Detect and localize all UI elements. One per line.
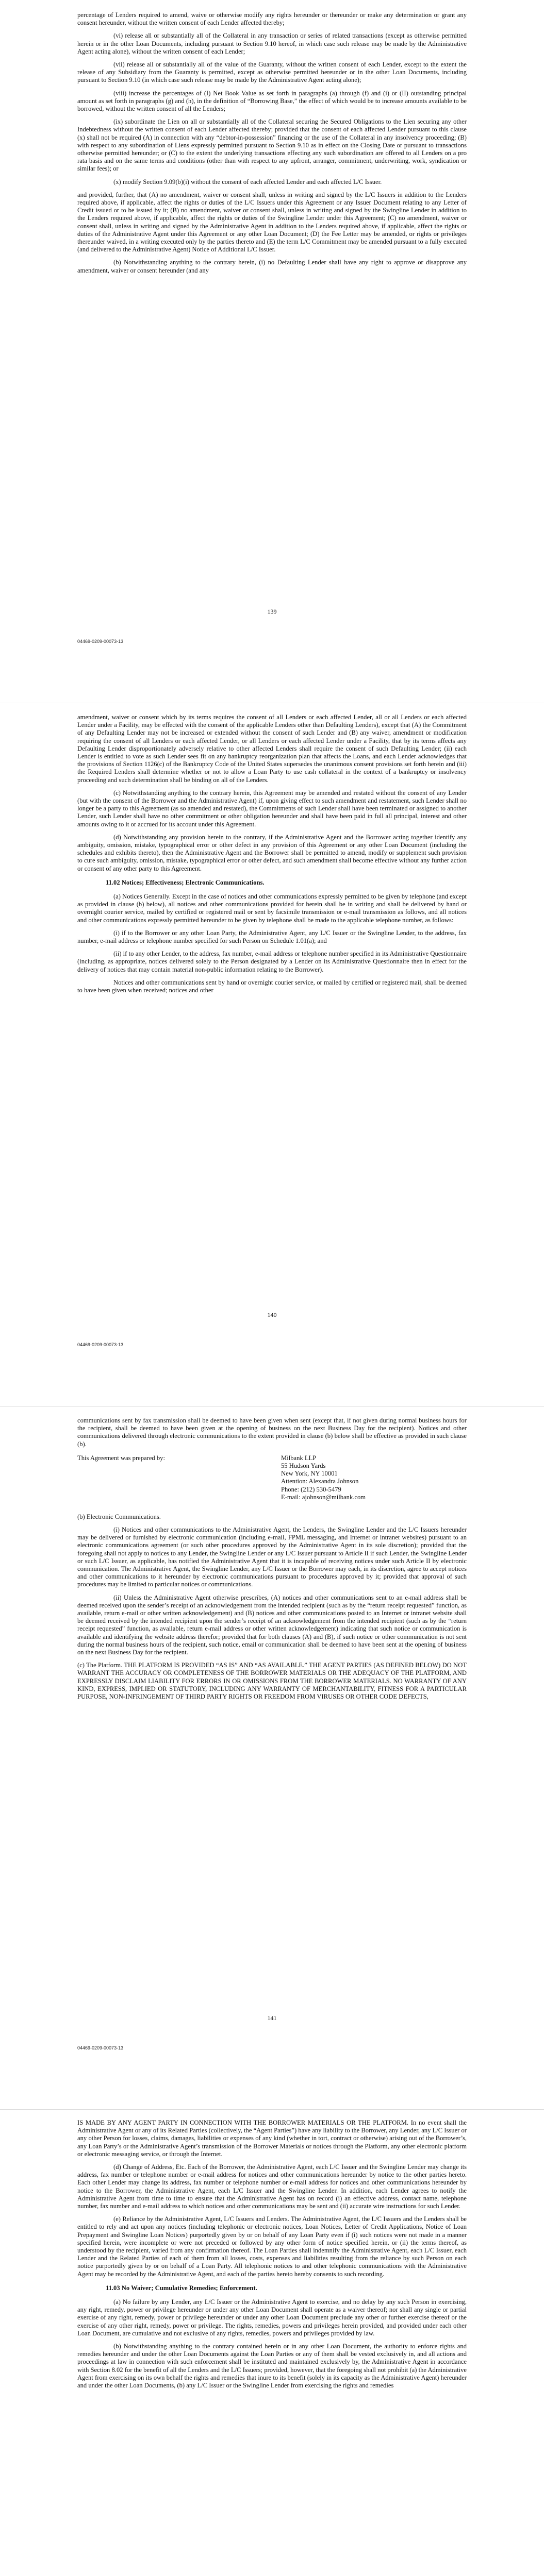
page-number: 141 [267,2014,277,2022]
page-140 [0,703,544,1406]
address-line: Milbank LLP [281,1454,317,1462]
page-number: 140 [267,1311,277,1318]
paragraph: (i) Notices and other communications to the Administrative Agent, the Lenders, the Swingline Lender and the L/C Issuers hereunder may be delivered or furnished by electronic communication (including e-mail, FPML messaging, and Internet or intranet websites) pursuant to an electronic communications agreement (or such other procedures approved by the Administrative Agent in its sole discretion); provided that the foregoing shall not apply to notices to any Lender, the Swingline Lender or any L/C Issuer pursuant to Article II if such Lender, the Swingline Lender or such L/C Issuer, as applicable, has notified the Administrative Agent that it is incapable of receiving notices under such Article II by electronic communication. The Administrative Agent, the Swingline Lender, any L/C Issuer or the Borrower may each, in its discretion, agree to accept notices and other communications to it hereunder by electronic communications pursuant to procedures approved by it; provided that approval of such procedures may be limited to particular notices or communications. [77,1526,467,1588]
paragraph: (vii) release all or substantially all of the value of the Guaranty, without the written consent of each Lender, except to the extent the release of any Subsidiary from the Guaranty is permitted, except as otherwise permitted hereunder or in the other Loan Documents, including pursuant to Section 9.10 (in which case such release may be made by the Administrative Agent acting alone); [77,61,467,84]
paragraph: (b) Notwithstanding anything to the contrary contained herein or in any other Loan Document, the authority to enforce rights and remedies hereunder and under the other Loan Documents against the Loan Parties or any of them shall be vested exclusively in, and all actions and proceedings at law in connection with such enforcement shall be instituted and maintained exclusively by, the Administrative Agent in accordance with Section 8.02 for the benefit of all the Lenders and the L/C Issuers; provided, however, that the foregoing shall not prohibit (a) the Administrative Agent from exercising on its own behalf the rights and remedies that inure to its benefit (solely in its capacity as the Administrative Agent) hereunder and under the other Loan Documents, (b) any L/C Issuer or the Swingline Lender from exercising the rights and remedies [77,2343,467,2389]
paragraph: (i) if to the Borrower or any other Loan Party, the Administrative Agent, any L/C Issuer or the Swingline Lender, to the address, fax number, e-mail address or telephone number specified for such Person on Schedule 1.01(a); and [77,929,467,945]
page-body [77,11,467,275]
paragraph: (ii) Unless the Administrative Agent otherwise prescribes, (A) notices and other communications sent to an e-mail address shall be deemed received upon the sender’s receipt of an acknowledgement from the intended recipient (such as by the “return receipt requested” function, as available, return e-mail or other written acknowledgement) and (B) notices and other communications posted to an Internet or intranet website shall be deemed received by the intended recipient upon the sender’s receipt of an acknowledgement from the intended recipient (such as by the “return receipt requested” function, as available, return e-mail address or other written acknowledgement) indicating that such notice or communication is available and identifying the website address therefor; provided that for both clauses (A) and (B), if such notice or other communication is not sent during the normal business hours of the recipient, such notice, email or communication shall be deemed to have been sent at the opening of business on the next Business Day for the recipient. [77,1594,467,1656]
paragraph: (a) Notices Generally. Except in the case of notices and other communications expressly permitted to be given by telephone (and except as provided in clause (b) below), all notices and other communications provided for herein shall be in writing and shall be delivered by hand or overnight courier service, mailed by certified or registered mail or sent by facsimile transmission or e-mail transmission as follows, and all notices and other communications expressly permitted hereunder to be given by telephone shall be made to the applicable telephone number, as follows: [77,893,467,924]
document-id: 04469-0209-00073-13 [77,2045,124,2050]
paragraph: (x) modify Section 9.09(b)(i) without the consent of each affected Lender and each affected L/C Issuer. [113,178,382,185]
paragraph: (a) No failure by any Lender, any L/C Issuer or the Administrative Agent to exercise, and no delay by any such Person in exercising, any right, remedy, power or privilege hereunder or under any other Loan Document shall operate as a waiver thereof; nor shall any single or partial exercise of any right, remedy, power or privilege hereunder or under any other Loan Document preclude any other or further exercise thereof or the exercise of any other right, remedy, power or privilege. The rights, remedies, powers and privileges herein provided, and provided under each other Loan Document, are cumulative and not exclusive of any rights, remedies, powers and privileges provided by law. [77,2298,467,2337]
address-line: 55 Hudson Yards [281,1462,326,1470]
paragraph: communications sent by fax transmission shall be deemed to have been given when sent (except that, if not given during normal business hours for the recipient, shall be deemed to have been given at the opening of business on the next Business Day for the recipient). Notices and other communications delivered through electronic communications to the extent provided in clause (b) below shall be effective as provided in such clause (b). [77,1417,467,1448]
address-line: New York, NY 10001 [281,1470,338,1478]
address-line: Attention: Alexandra Johnson [281,1478,359,1485]
paragraph: percentage of Lenders required to amend, waive or otherwise modify any rights hereunder or thereunder or make any determination or grant any consent hereunder, without the written consent of each Lender affected thereby; [77,11,467,27]
paragraph: and provided, further, that (A) no amendment, waiver or consent shall, unless in writing and signed by the L/C Issuers in addition to the Lenders required above, if applicable, affect the rights or duties of the L/C Issuers under this Agreement or any Issuer Document relating to any Letter of Credit issued or to be issued by it; (B) no amendment, waiver or consent shall, unless in writing and signed by the Swingline Lender in addition to the Lenders required above, if applicable, affect the rights or duties of the Swingline Lender under this Agreement; (C) no amendment, waiver or consent shall, unless in writing and signed by the Administrative Agent in addition to the Lenders required above, if applicable, affect the rights or duties of the Administrative Agent under this Agreement or any other Loan Document; (D) the Fee Letter may be amended, or rights or privileges thereunder waived, in a writing executed only by the parties thereto and (E) the term L/C Commitment may be amended pursuant to a fully executed (and delivered to the Administrative Agent) Notice of Additional L/C Issuer. [77,191,467,253]
address-line: E-mail: ajohnson@milbank.com [281,1493,366,1501]
page-141 [0,1406,544,2110]
paragraph: (d) Change of Address, Etc. Each of the Borrower, the Administrative Agent, each L/C Issuer and the Swingline Lender may change its address, fax number or telephone number or e-mail address for notices and other communications hereunder by notice to the other parties hereto. Each other Lender may change its address, fax number or telephone number or e-mail address for notices and other communications hereunder by notice to the Borrower, the Administrative Agent, each L/C Issuer and the Swingline Lender. In addition, each Lender agrees to notify the Administrative Agent from time to time to ensure that the Administrative Agent has on record (i) an effective address, contact name, telephone number, fax number and e-mail address to which notices and other communications may be sent and (ii) accurate wire instructions for such Lender. [77,2163,467,2210]
paragraph: IS MADE BY ANY AGENT PARTY IN CONNECTION WITH THE BORROWER MATERIALS OR THE PLATFORM. In no event shall the Administrative Agent or any of its Related Parties (collectively, the “Agent Parties”) have any liability to the Borrower, any Lender, any L/C Issuer or any other Person for losses, claims, damages, liabilities or expenses of any kind (whether in tort, contract or otherwise) arising out of the Borrower’s, any Loan Party’s or the Administrative Agent’s transmission of the Borrower Materials or notices through the Platform, any other electronic platform or electronic messaging service, or through the Internet. [77,2119,467,2158]
paragraph: (c) The Platform. THE PLATFORM IS PROVIDED “AS IS” AND “AS AVAILABLE.” THE AGENT PARTIES (AS DEFINED BELOW) DO NOT WARRANT THE ACCURACY OR COMPLETENESS OF THE BORROWER MATERIALS OR THE ADEQUACY OF THE PLATFORM, AND EXPRESSLY DISCLAIM LIABILITY FOR ERRORS IN OR OMISSIONS FROM THE BORROWER MATERIALS. NO WARRANTY OF ANY KIND, EXPRESS, IMPLIED OR STATUTORY, INCLUDING ANY WARRANTY OF MERCHANTABILITY, FITNESS FOR A PARTICULAR PURPOSE, NON-INFRINGEMENT OF THIRD PARTY RIGHTS OR FREEDOM FROM VIRUSES OR OTHER CODE DEFECTS, [77,1662,467,1701]
document-id: 04469-0209-00073-13 [77,639,124,644]
page-body [77,1417,467,1701]
page-body [77,2119,467,2389]
preparer-label: This Agreement was prepared by: [77,1454,165,1462]
paragraph: (ii) if to any other Lender, to the address, fax number, e-mail address or telephone number specified in its Administrative Questionnaire (including, as appropriate, notices delivered solely to the Person designated by a Lender on its Administrative Questionnaire then in effect for the delivery of notices that may contain material non-public information relating to the Borrower). [77,950,467,973]
section-heading: 11.02 Notices; Effectiveness; Electronic Communications. [106,878,265,886]
page-139 [0,0,544,703]
paragraph: (d) Notwithstanding any provision herein to the contrary, if the Administrative Agent and the Borrower acting together identify any ambiguity, omission, mistake, typographical error or other defect in any provision of this Agreement or any other Loan Document (including the schedules and exhibits thereto), then the Administrative Agent and the Borrower shall be permitted to amend, modify or supplement such provision to cure such ambiguity, omission, mistake, typographical error or other defect, and such amendment shall become effective without any further action or consent of any other party to this Agreement. [77,833,467,872]
document-id: 04469-0209-00073-13 [77,1342,124,1347]
paragraph: (vi) release all or substantially all of the Collateral in any transaction or series of related transactions (except as otherwise permitted herein or in the other Loan Documents, including pursuant to Section 9.10 hereof, in which case such release may be made by the Administrative Agent acting alone), without the written consent of each Lender; [77,32,467,55]
paragraph: (ix) subordinate the Lien on all or substantially all of the Collateral securing the Secured Obligations to the Lien securing any other Indebtedness without the written consent of each Lender affected thereby; provided that the consent of each affected Lender pursuant to this clause (x) shall not be required (A) in connection with any “debtor-in-possession” financing or the use of the Collateral in any insolvency proceeding; (B) with respect to any subordination of Liens expressly permitted pursuant to Section 9.10 as in effect on the Closing Date or pursuant to transactions otherwise permitted hereunder; or (C) to the extent the underlying transactions effecting any such subordination are offered to all Lenders on a pro rata basis and on the same terms and conditions (other than with respect to any upfront, arranger, commitment, underwriting, work, syndication or similar fees); or [77,118,467,173]
page-body [77,714,467,994]
paragraph: (e) Reliance by the Administrative Agent, L/C Issuers and Lenders. The Administrative Agent, the L/C Issuers and the Lenders shall be entitled to rely and act upon any notices (including telephonic or electronic notices, Loan Notices, Letter of Credit Applications, Notice of Loan Prepayment and Swingline Loan Notices) purportedly given by or on behalf of any Loan Party even if (i) such notices were not made in a manner specified herein, were incomplete or were not preceded or followed by any other form of notice specified herein, or (ii) the terms thereof, as understood by the recipient, varied from any confirmation thereof. The Loan Parties shall indemnify the Administrative Agent, each L/C Issuer, each Lender and the Related Parties of each of them from all losses, costs, expenses and liabilities resulting from the reliance by such Person on each notice purportedly given by or on behalf of a Loan Party. All telephonic notices to and other telephonic communications with the Administrative Agent may be recorded by the Administrative Agent, and each of the parties hereto hereby consents to such recording. [77,2215,467,2278]
preparer-address [281,1454,366,1501]
address-line: Phone: (212) 530-5479 [281,1485,341,1493]
paragraph: (viii) increase the percentages of (I) Net Book Value as set forth in paragraphs (a) through (f) and (i) or (II) outstanding principal amount as set forth in paragraphs (g) and (h), in the definition of “Borrowing Base,” the effect of which would be to increase amounts available to be borrowed, without the written consent of all the Lenders; [77,89,467,113]
page-number: 139 [267,608,277,615]
paragraph: (b) Electronic Communications. [77,1513,161,1520]
section-heading: 11.03 No Waiver; Cumulative Remedies; Enforcement. [106,2284,257,2292]
paragraph: (c) Notwithstanding anything to the contrary herein, this Agreement may be amended and restated without the consent of any Lender (but with the consent of the Borrower and the Administrative Agent) if, upon giving effect to such amendment and restatement, such Lender shall no longer be a party to this Agreement (as so amended and restated), the Commitments of such Lender shall have been terminated or assigned to another Lender, such Lender shall have no other commitment or other obligation hereunder and shall have been paid in full all principal, interest and other amounts owing to it or accrued for its account under this Agreement. [77,789,467,828]
preparer-block [77,1454,467,1510]
page-142 [0,2110,544,2576]
paragraph: amendment, waiver or consent which by its terms requires the consent of all Lenders or each affected Lender, all or all Lenders or each affected Lender under a Facility, may be effected with the consent of the applicable Lenders other than Defaulting Lenders), except that (A) the Commitment of any Defaulting Lender may not be increased or extended without the consent of such Lender and (B) any waiver, amendment or modification requiring the consent of all Lenders or each affected Lender, or all Lenders or each affected Lender under a Facility, that by its terms affects any Defaulting Lender disproportionately adversely relative to other affected Lenders shall require the consent of such Defaulting Lender; (ii) each Lender is entitled to vote as such Lender sees fit on any bankruptcy reorganization plan that affects the Loans, and each Lender acknowledges that the provisions of Section 1126(c) of the Bankruptcy Code of the United States supersedes the unanimous consent provisions set forth herein and (iii) the Required Lenders shall determine whether or not to allow a Loan Party to use cash collateral in the context of a bankruptcy or insolvency proceeding and such determination shall be binding on all of the Lenders. [77,714,467,784]
paragraph: Notices and other communications sent by hand or overnight courier service, or mailed by certified or registered mail, shall be deemed to have been given when received; notices and other [77,978,467,994]
paragraph: (b) Notwithstanding anything to the contrary herein, (i) no Defaulting Lender shall have any right to approve or disapprove any amendment, waiver or consent hereunder (and any [77,259,467,274]
